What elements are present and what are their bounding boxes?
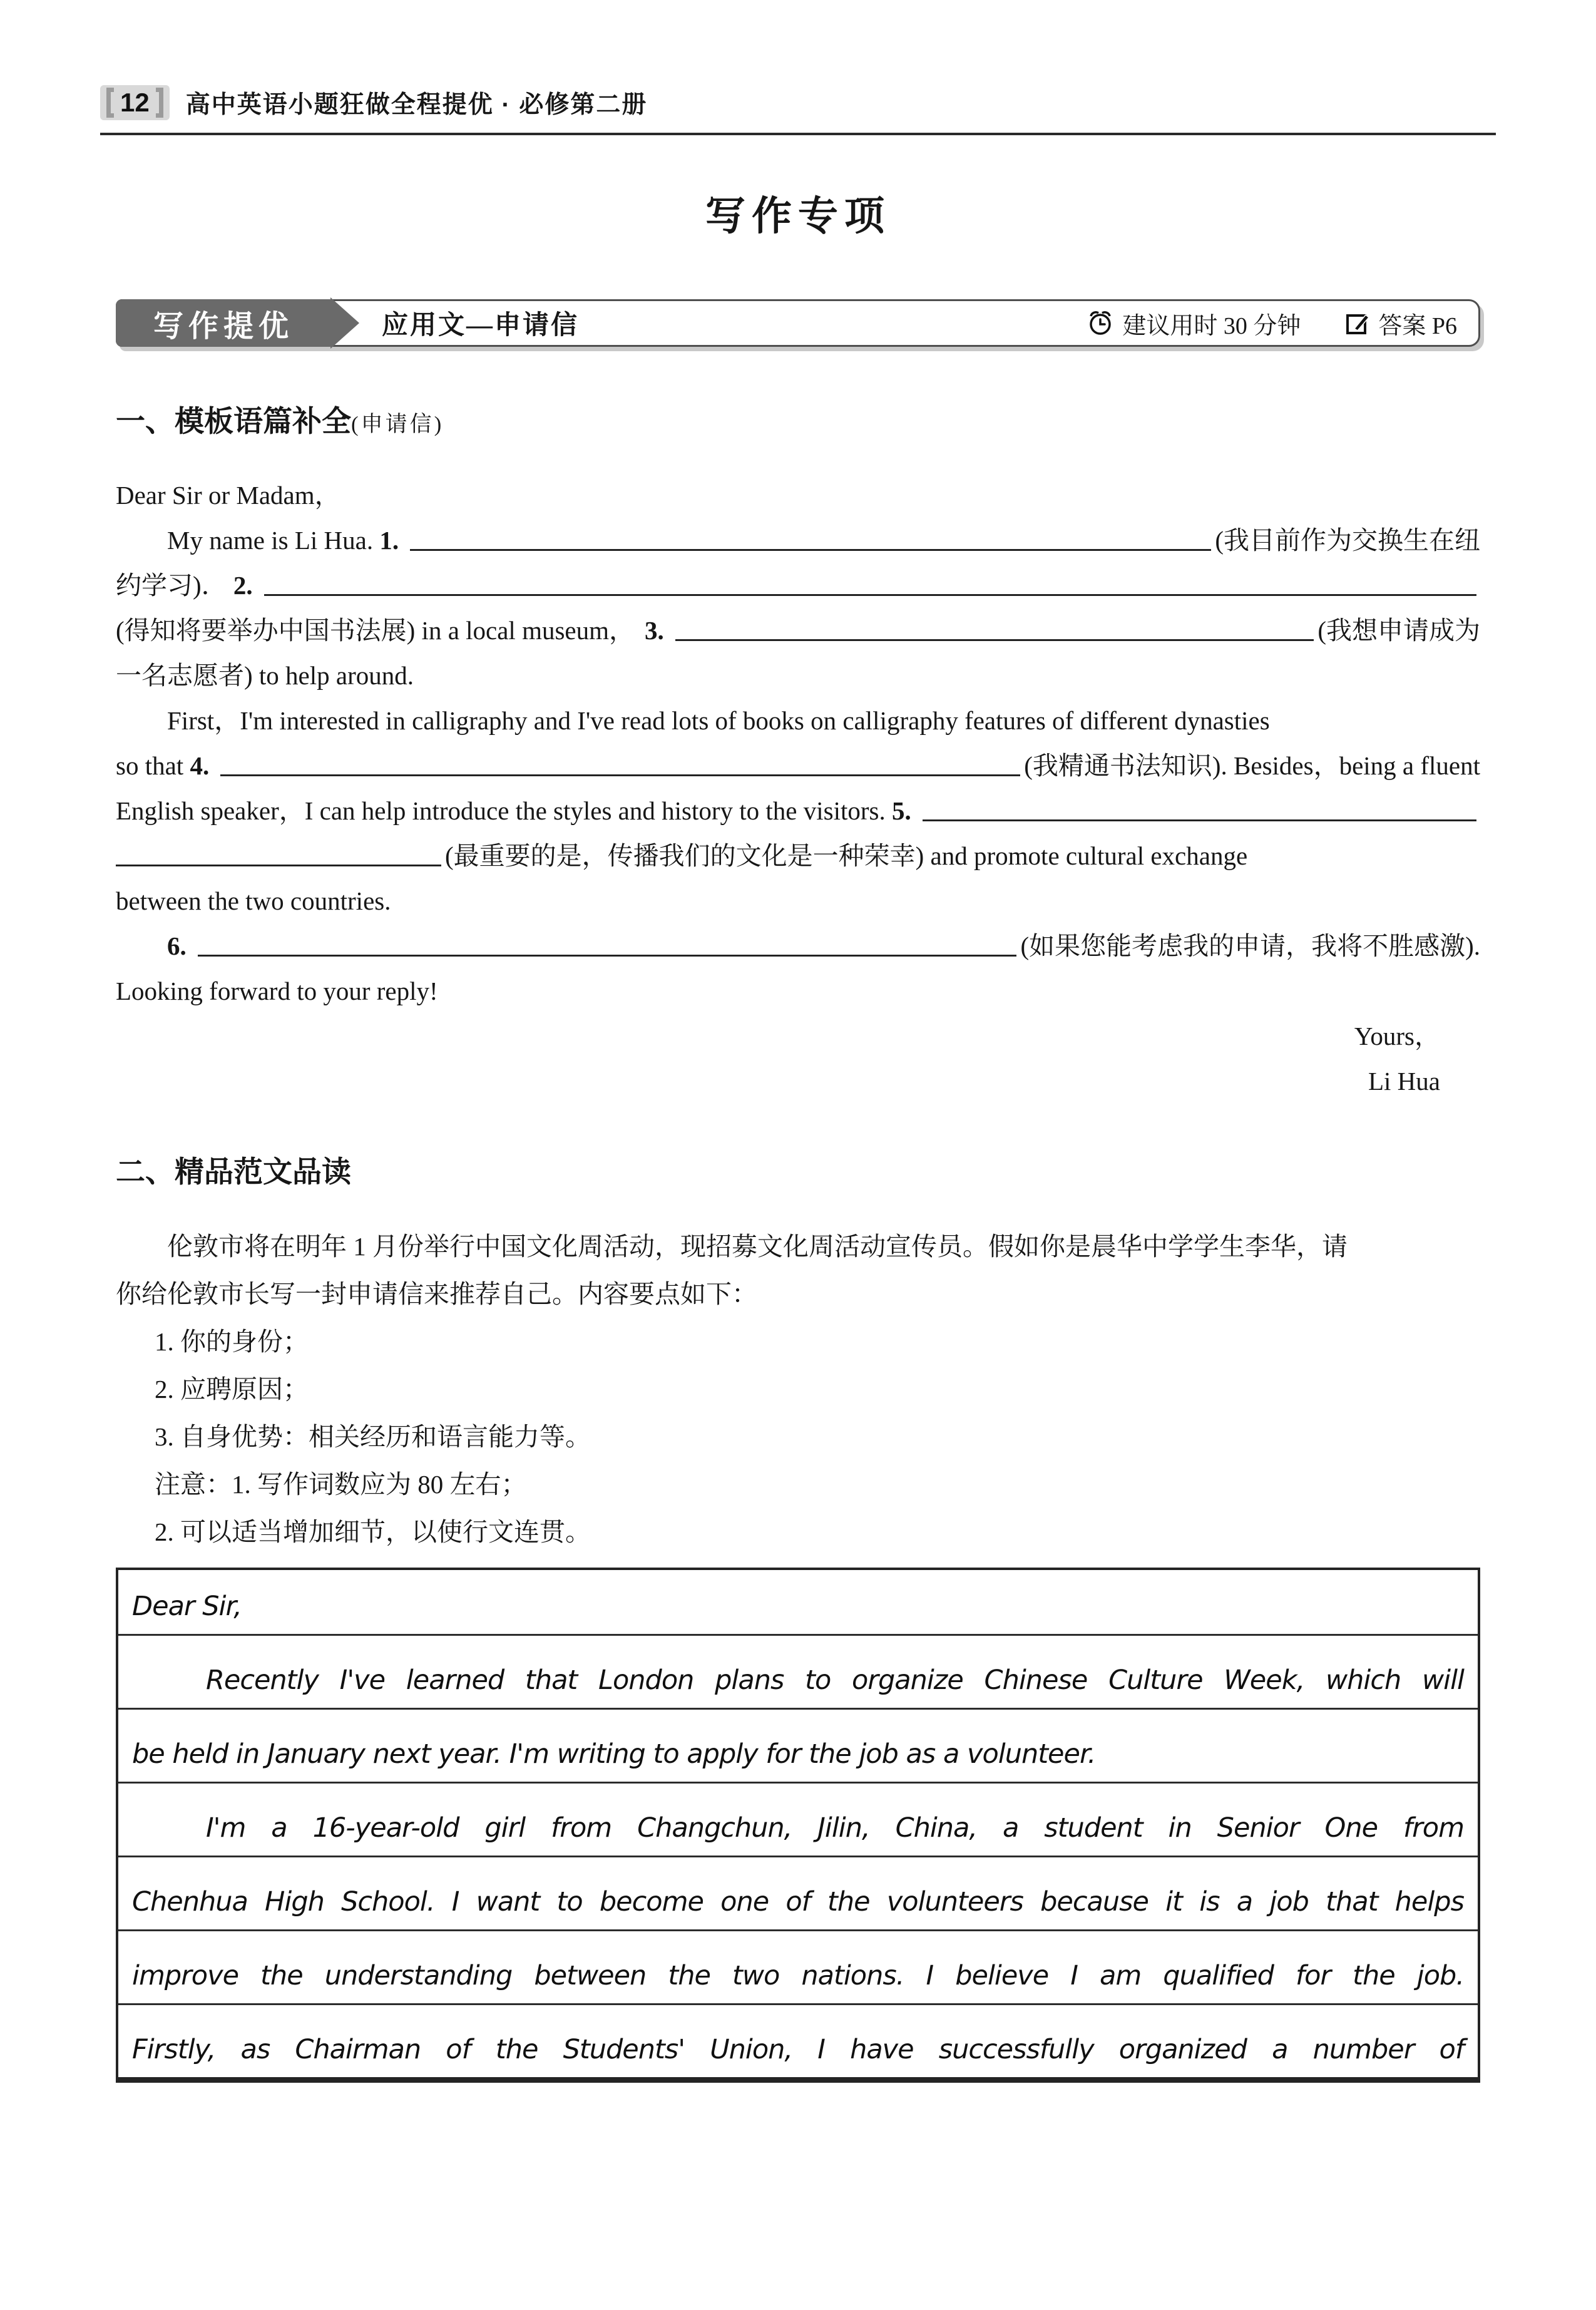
- section1-heading: [116, 398, 1480, 440]
- prompt-intro-line2: [116, 1263, 1480, 1311]
- model-essay-box: [116, 1568, 1480, 2083]
- letter-text: 约学习)．: [116, 571, 233, 600]
- fill-blank-5: [923, 819, 1476, 821]
- fill-blank-2: [264, 593, 1476, 596]
- letter-text: Looking forward to your reply!: [116, 977, 438, 1005]
- letter-line-5: [116, 647, 1480, 692]
- blank-number-4: 4.: [190, 751, 210, 780]
- fill-blank-3: [675, 639, 1314, 641]
- letter-text: First，I'm interested in calligraphy and I've read lots of books on calligraphy features of different dynasties: [167, 706, 1270, 735]
- essay-line-text: Dear Sir,: [132, 1591, 242, 1622]
- blank-number-1: 1.: [379, 526, 399, 555]
- banner-arrow-icon: [330, 297, 359, 349]
- letter-text: Li Hua: [1368, 1067, 1440, 1096]
- letter-text: 一名志愿者) to help around.: [116, 661, 414, 690]
- blank-number-2: 2.: [233, 571, 253, 600]
- prompt-block: [116, 1216, 1480, 1549]
- answer-ref: [1344, 306, 1457, 341]
- prompt-points: [116, 1311, 1480, 1549]
- banner-meta: [1086, 306, 1478, 341]
- blank-number-3: 3.: [645, 616, 664, 645]
- letter-closing: [116, 1007, 1480, 1052]
- letter-signature: [116, 1052, 1480, 1097]
- page-number-badge: [100, 85, 170, 120]
- letter-cn-hint: (如果您能考虑我的申请，我将不胜感激).: [1020, 932, 1480, 960]
- letter-cn-hint: (我目前作为交换生在纽: [1215, 526, 1480, 555]
- prompt-text: 伦敦市将在明年 1 月份举行中国文化周活动，现招募文化周活动宣传员。假如你是晨华中学学生李华，请: [167, 1232, 1348, 1261]
- essay-row: [118, 1634, 1478, 1708]
- prompt-point: [116, 1358, 1480, 1406]
- letter-text: English speaker，I can help introduce the styles and history to the visitors.: [116, 796, 892, 825]
- clock-icon: [1086, 309, 1115, 337]
- essay-row: [118, 1708, 1478, 1782]
- letter-line-6: [116, 692, 1480, 737]
- section2-heading-text: 二、精品范文品读: [116, 1155, 351, 1188]
- prompt-text: 你给伦敦市长写一封申请信来推荐自己。内容要点如下：: [116, 1280, 757, 1308]
- letter-line-11: [116, 917, 1480, 962]
- letter-line-10: [116, 872, 1480, 917]
- bracket-left-icon: [106, 88, 114, 118]
- essay-row: [118, 1782, 1478, 1856]
- page-title: 写作专项: [705, 193, 891, 239]
- letter-cn-hint: (最重要的是，传播我们的文化是一种荣幸) and promote cultural exchange: [445, 841, 1248, 870]
- section2-heading: [116, 1149, 1480, 1191]
- letter-text: between the two countries.: [116, 886, 391, 915]
- letter-line-9: [116, 827, 1480, 872]
- letter-salutation: [116, 466, 1480, 511]
- essay-line-text: Recently I've learned that London plans to organize Chinese Culture Week, which will: [206, 1665, 1464, 1696]
- prompt-note-text: 注意：1. 写作词数应为 80 左右；: [155, 1470, 527, 1499]
- suggested-time-label: 建议用时 30 分钟: [1122, 312, 1301, 339]
- prompt-point: [116, 1406, 1480, 1454]
- letter-cn-hint: (我精通书法知识). Besides，being a fluent: [1024, 751, 1480, 780]
- letter-text: (得知将要举办中国书法展) in a local museum，: [116, 616, 635, 645]
- section-banner: [116, 299, 1480, 347]
- answer-pencil-icon: [1344, 310, 1371, 336]
- letter-line-2: [116, 511, 1480, 557]
- letter-text: My name is Li Hua.: [167, 526, 380, 555]
- letter-template: [116, 466, 1480, 1097]
- letter-cn-hint: (我想申请成为: [1317, 616, 1480, 645]
- section1-heading-note: (申请信): [351, 412, 444, 436]
- prompt-point-text: 3. 自身优势：相关经历和语言能力等。: [155, 1422, 591, 1451]
- essay-line-text: I'm a 16-year-old girl from Changchun, Jilin, China, a student in Senior One from: [206, 1812, 1464, 1844]
- essay-row: [118, 1570, 1478, 1634]
- blank-number-5: 5.: [892, 796, 911, 825]
- banner-tab-label: 写作提优: [153, 309, 294, 343]
- prompt-point: [116, 1311, 1480, 1358]
- section1-heading-text: 一、模板语篇补全: [116, 404, 351, 438]
- page-number: 12: [120, 88, 150, 117]
- prompt-intro-line1: [116, 1216, 1480, 1263]
- letter-line-7: [116, 737, 1480, 782]
- fill-blank-4: [220, 774, 1020, 776]
- essay-row: [118, 1856, 1478, 1929]
- essay-line-text: be held in January next year. I'm writing to apply for the job as a volunteer.: [132, 1738, 1096, 1770]
- essay-row: [118, 1929, 1478, 2003]
- letter-text: so that: [116, 751, 190, 780]
- banner-tab: [116, 299, 331, 347]
- prompt-note: [116, 1501, 1480, 1549]
- letter-line-3: [116, 557, 1480, 602]
- letter-line-4: [116, 602, 1480, 647]
- prompt-note: [116, 1454, 1480, 1501]
- banner-topic: 应用文—申请信: [382, 311, 580, 340]
- letter-text: Yours，: [1354, 1022, 1440, 1050]
- essay-line-text: Chenhua High School. I want to become one of the volunteers because it is a job that helps: [132, 1886, 1464, 1917]
- suggested-time: [1086, 306, 1301, 341]
- prompt-note-text: 2. 可以适当增加细节，以使行文连贯。: [155, 1517, 591, 1546]
- bracket-right-icon: [156, 88, 163, 118]
- fill-blank-6: [198, 954, 1017, 957]
- fill-blank-5-continued: [116, 864, 441, 866]
- page-header: [100, 85, 1496, 135]
- book-title: 高中英语小题狂做全程提优 · 必修第二册: [185, 91, 648, 118]
- essay-row: [118, 2003, 1478, 2077]
- prompt-point-text: 1. 你的身份；: [155, 1327, 309, 1356]
- prompt-point-text: 2. 应聘原因；: [155, 1375, 309, 1404]
- fill-blank-1: [410, 548, 1211, 551]
- answer-ref-label: 答案 P6: [1378, 312, 1457, 339]
- essay-line-text: Firstly, as Chairman of the Students' Union, I have successfully organized a number of: [132, 2034, 1464, 2065]
- letter-text: Dear Sir or Madam，: [116, 481, 340, 510]
- letter-line-8: [116, 782, 1480, 827]
- letter-line-12: [116, 962, 1480, 1007]
- essay-line-text: improve the understanding between the two nations. I believe I am qualified for the job.: [132, 1960, 1464, 1991]
- blank-number-6: 6.: [167, 932, 187, 960]
